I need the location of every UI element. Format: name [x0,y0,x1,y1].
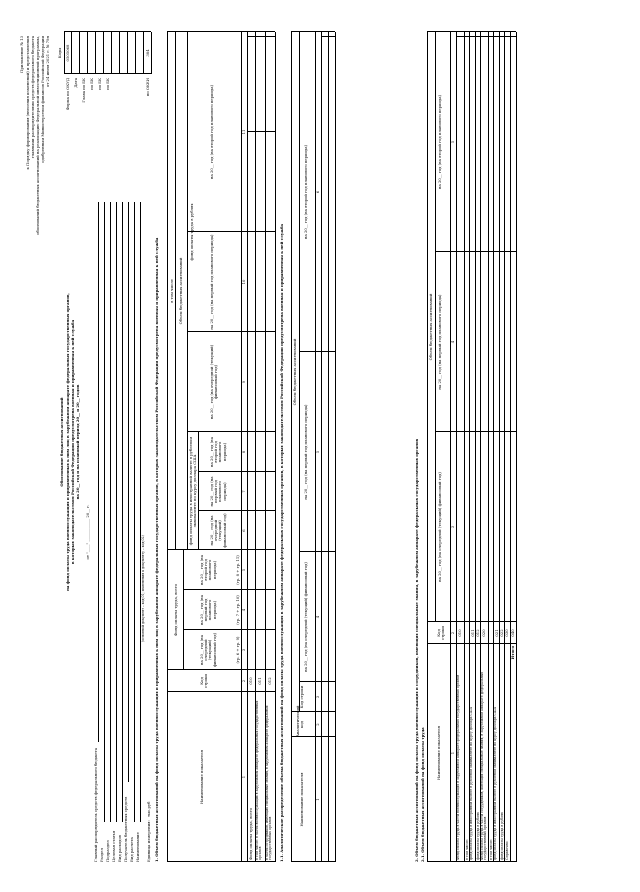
col-9-header: на 20__ год (на очередной (текущий) финансовый год) [209,344,219,420]
okei-value: 384 [145,49,150,57]
table-row-name: фонд оплаты труда в иностранной валюте в рублевом эквиваленте по курсу доллара США [493,706,497,860]
bk3-label: по БК [105,78,110,90]
date-label: Дата [73,78,78,88]
table-row-name: фонд оплаты труда в рублях [500,812,504,860]
col-10-header: на 20__ год (на первый год планового периода) [209,234,214,330]
codes-header: Коды [57,47,62,59]
okud-label: Форма по ОКУД [65,78,70,111]
col-number: 1 [241,775,246,779]
col-number: 6 [315,190,320,194]
table-row-code: 022 [499,629,504,637]
podrazdel-label: Подраздел [105,840,110,862]
s11-analytic-header: Аналитический код [295,705,305,737]
s2-y1-header: на 20__ год (на очередной (текущий) финансовый год) [437,472,442,582]
col-number: 2 [315,723,320,726]
appendix-number: Приложение № 13 [19,36,24,73]
section2-title: 2. Объем бюджетных ассигнований на фонд оплаты труда военнослужащих и сотрудников, имеющих специальные звания, в зарубежном аппарате федеральных государственных органов [414,438,419,862]
grbs-label: Главный распорядитель средств федерального бюджета [93,747,98,862]
col-number: 6 [241,529,246,532]
col-11-header: на 20__ год (на второй год планового периода) [209,85,214,179]
unit-value: тыс.руб [146,801,151,817]
col-6-header: на 20__ год (на очередной (текущий) финансовый год) [209,513,227,548]
col-incl-header: в том числе [169,279,174,303]
formula-1: (гр. 6 + гр. 9) [235,636,240,664]
col-number: 4 [315,615,320,619]
table-row-code: 010 [457,629,462,637]
table-row-code: 012 [267,677,272,685]
table-row-name: Фонд оплаты труда в части военнослужащих в зарубежном аппарате федеральных государственных органов [456,674,460,860]
form-title-line: на 20__ год и на плановый период 20__ и 20__ годов [75,384,80,500]
table-row-name: фонд оплаты труда в рублях [476,812,480,860]
table-row-code: 011 [470,629,475,637]
glava-label: Глава по БК [81,78,86,103]
form-title-line: в которых законодательством Российской Федерации предусмотрена военная и приравненная к ней служба [70,319,75,565]
appendix-line: одобренным Министерством финансов Российской Федерации [40,36,45,163]
appendix-line: к Порядку формирования (внесения изменений) и представления [25,36,30,170]
s11-code-header: Код строки [299,685,304,709]
col-code-header: Код строки [199,674,209,688]
appendix-line: от 24 июня 2021 г. № 79н [45,36,50,88]
section21-title: 2.1. Объем бюджетных ассигнований на фонд оплаты труда [420,727,425,862]
col-8-header: на 20__ год (на второй год планового периода) [209,437,227,467]
date-line: от "____" ____________ 20__ г. [85,504,90,560]
col-number: 1 [450,751,455,755]
form-title-line: на фонд оплаты труда военнослужащих и приравненных к ним лиц в зарубежном аппарате федеральных государственных органов, [65,293,70,591]
table-row-code: 030 [504,629,509,637]
s2-budget-header: Объем бюджетных ассигнований [428,293,433,361]
table-row-name: фонд оплаты труда в иностранной валюте в рублевом эквиваленте по курсу доллара США [469,706,473,860]
table-row-name: Справочно: [505,840,509,860]
col-number: 3 [450,525,455,529]
vr-label: Вид расходов [117,835,122,862]
table-row-name: в том числе: в части военнослужащих в зарубежном аппарате федеральных государственных органов [255,700,263,860]
col-number: 1 [315,798,320,801]
csr-label: Целевая статья [111,830,116,862]
bk2-label: по БК [97,78,102,90]
formula-3: (гр. 8 + гр. 11) [235,555,240,585]
col-number: 2 [241,679,246,683]
col-fot-total-header: Фонд оплаты труда, всего [173,584,178,636]
table-row-code: 040 [510,629,515,637]
recipient-label: Получатель бюджетных средств [123,796,128,862]
table-row-name: в части сотрудников, имеющих специальные звания, в зарубежном аппарате федеральных государственных органов [265,705,273,860]
col-number: 5 [241,568,246,572]
s2-y3-header: на 20__ год (на второй год планового периода) [437,95,442,189]
col-7-header: на 20__ год (на первый год планового периода) [209,476,227,507]
table-row-name: в том числе: [489,839,493,860]
total-row-label: Итого [510,646,515,660]
col-number: 3 [315,695,320,699]
col-number: 4 [241,608,246,612]
s11-y3-header: на 20__ год (на второй год планового периода) [303,145,308,239]
doc-type-note: (основной документ – код 01; изменения к документу – код 02) [141,535,145,642]
col-number: 2 [450,631,455,635]
col-number: 7 [241,490,246,493]
appendix-line: главными распорядителями средств федерального бюджета [30,36,35,159]
table-row-code: 021 [494,629,499,637]
col-number: 5 [315,450,320,454]
col-fot-rub-header: фонд оплаты труда в рублях [189,203,194,261]
col-y2-header: на 20__ год (на первый год планового периода) [199,595,217,625]
s2-code-header: Код строки [436,626,446,640]
section11-title: 1.1. Аналитическое распределение объема бюджетных ассигнований на фонд оплаты труда военнослужащих в зарубежном аппарате федеральных государственных органов, в которых законодательством Российской Федерации предусмотрена военная и приравненная к ней служба [279,224,284,862]
col-y1-header: на 20__ год (на очередной (текущий) финансовый год) [199,632,217,668]
col-number: 3 [241,648,246,652]
col-number: 5 [450,140,455,144]
s11-y2-header: на 20__ год (на первый год планового периода) [303,404,308,500]
section1-title: 1. Объем бюджетных ассигнований на фонд оплаты труда военнослужащих и приравненных к ним лиц в зарубежном аппарате федеральных государственных органов, в которых законодательством Российской Федерации предусмотрена военная и приравненная к ней служба [154,237,159,862]
unit-label: Единица измерения: [146,820,151,862]
s2-y2-header: на 20__ год (на первый год планового периода) [437,294,442,390]
appendix-line: обоснований бюджетных ассигнований на реализацию Федеральной инвестиционной программы, [35,36,40,235]
calc-type-label: Вид расчета [129,837,134,862]
formula-2: (гр. 7 + гр. 10) [235,595,240,625]
table-row-name: в том числе: [465,839,469,860]
table-row-name: Фонд оплаты труда в части сотрудников, имеющих специальные звания, в зарубежном аппарате федеральных государственных органов [480,671,488,860]
s11-name-header: Наименование показателя [299,772,304,827]
doc-type-label: Наименование [135,832,140,862]
s11-budget-header: Объем бюджетных ассигнований [292,338,297,406]
col-number: 11 [241,129,246,135]
table-row-code: 020 [481,629,486,637]
col-number: 9 [241,380,246,384]
razdel-label: Раздел [99,848,104,862]
col-number: 4 [450,340,455,344]
s2-name-header: Наименование показателя [436,726,441,780]
col-fot-usd-header: фонд оплаты труда в иностранной валюте в рублевом эквиваленте по курсу доллара США [188,436,198,546]
col-number: 8 [241,450,246,454]
table-row-name: Фонд оплаты труда, всего [248,808,253,860]
table-row-code: 012 [475,629,480,637]
okud-value: 0505068 [65,44,70,62]
col-name-header: Наименование показателя [199,750,204,804]
form-title: Обоснование бюджетных ассигнований [59,397,64,487]
s11-y1-header: на 20__ год (на очередной (текущий) финансовый год) [303,562,308,672]
bk1-label: по БК [89,78,94,90]
table-row-code: 010 [248,677,253,685]
okei-label: по ОКЕИ [145,78,150,97]
col-y3-header: на 20__ год (на второй год планового периода) [199,555,217,585]
table-row-code: 011 [257,677,262,685]
col-number: 10 [241,279,246,285]
col-budget-header: Объем бюджетных ассигнований [178,257,183,325]
